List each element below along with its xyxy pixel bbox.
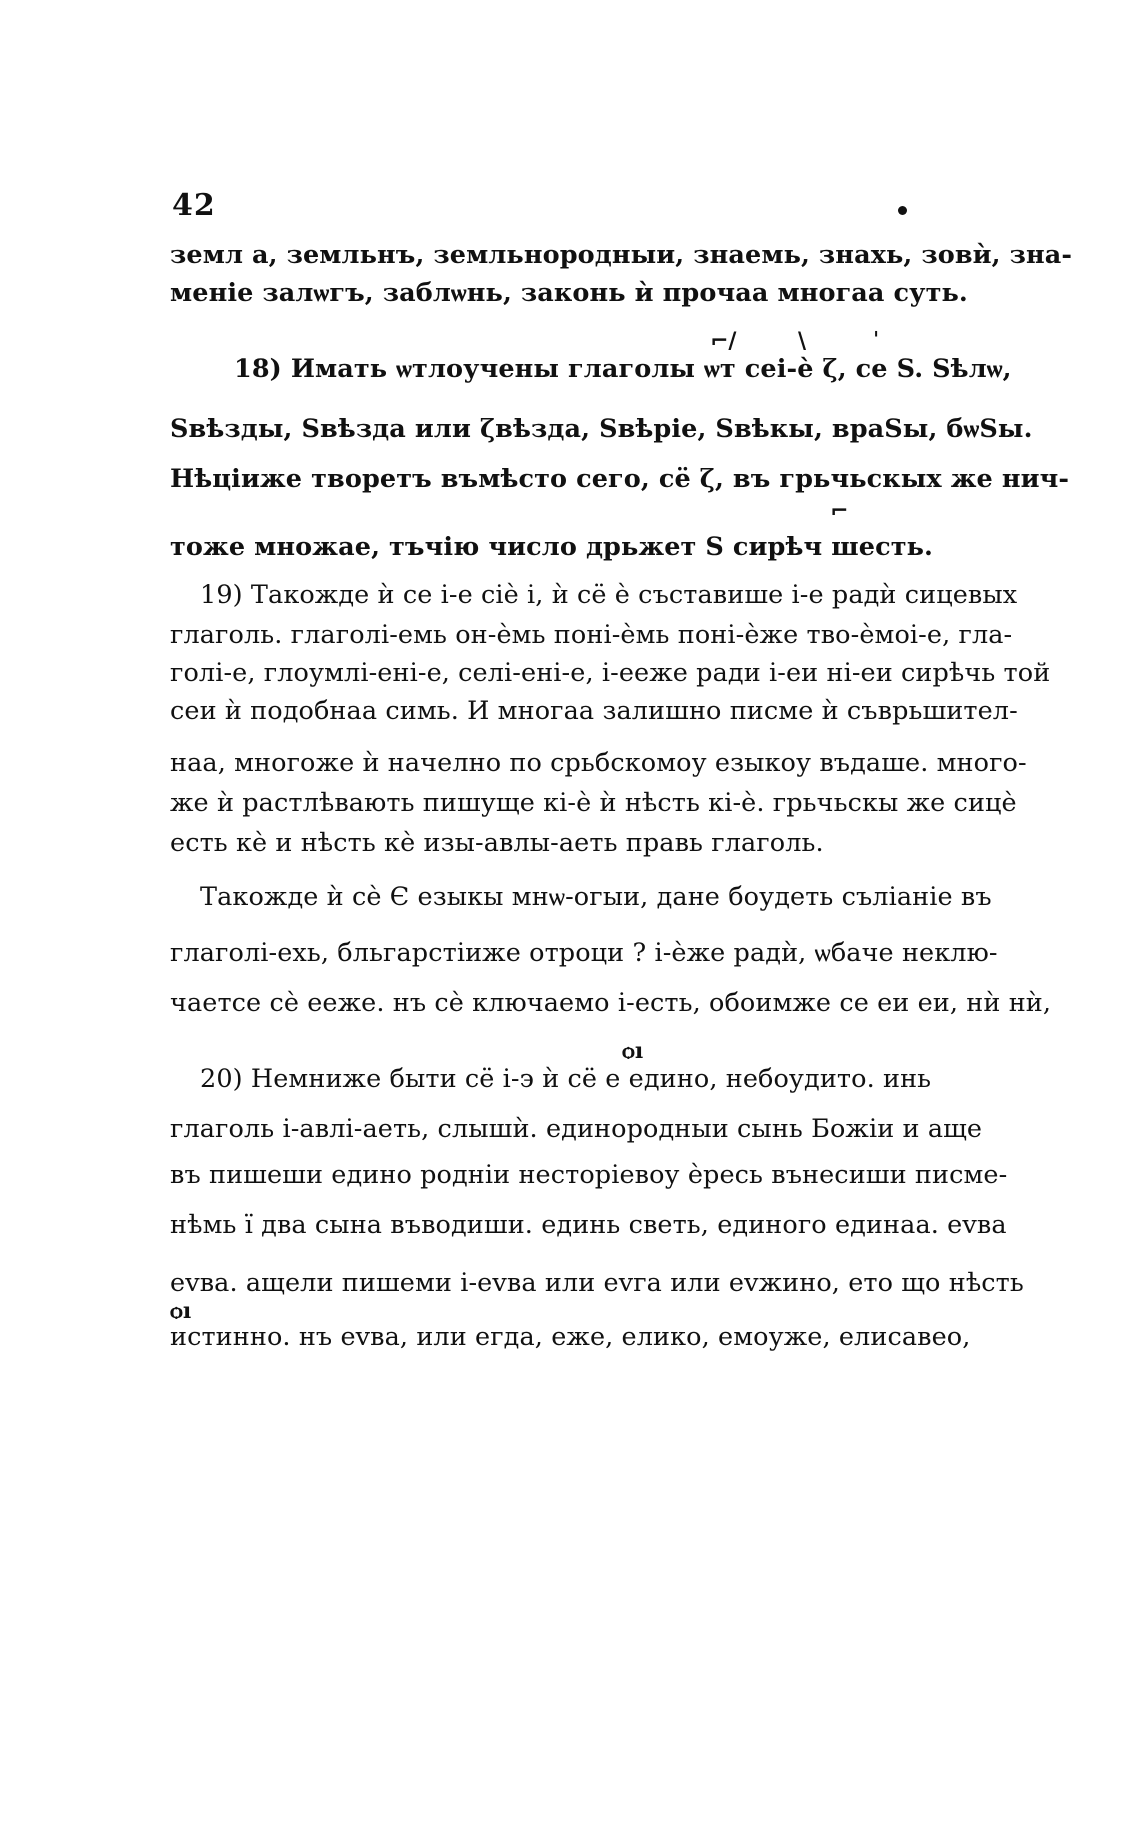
text-line-20: нѣмь ї два сына въводиши. единь светь, единого единаа. еvва — [170, 1210, 1007, 1240]
text-line-7: 19) Такожде ѝ се і-е сiѐ і, ѝ сё ѐ съставише і-е радѝ сицевых — [200, 580, 1018, 610]
text-line-18: глаголь і-авлі-аеть, слышѝ. единородныи сынь Божiи и аще — [170, 1114, 983, 1144]
page-number: 42 — [172, 188, 216, 223]
superscript-mark: ˈ — [873, 328, 880, 354]
text-line-8: глаголь. глаголі-емь он-ѐмь поні-ѐмь поні-ѐже тво-ѐмоі-е, гла- — [170, 620, 1013, 650]
text-line-4: Sвѣзды, Sвѣзда или ζвѣзда, Sвѣрiе, Sвѣкы, враSы, бѡSы. — [170, 414, 1033, 444]
superscript-mark: ѻı — [170, 1298, 192, 1324]
superscript-mark: ⌐/ — [710, 328, 737, 354]
text-line-19: въ пишеши едино роднiи несторiевоу ѐресь вънесиши писме- — [170, 1160, 1008, 1190]
text-line-17: 20) Немниже быти сё і-э ѝ сё е едино, небоудито. инь — [200, 1064, 932, 1094]
text-line-12: же ѝ растлѣвають пишуще кі-ѐ ѝ нѣсть кі-ѐ. грьчьскы же сицѐ — [170, 788, 1017, 818]
text-line-3: 18) Имать ѡтлоучены глаголы ѡт сеi-ѐ ζ, се S. Sѣлѡ, — [234, 354, 1012, 384]
text-line-21: еvва. ащели пишеми і-еvва или еvга или еvжино, ето що нѣсть — [170, 1268, 1024, 1298]
superscript-mark: ѻı — [622, 1038, 644, 1064]
text-line-2: менiе залѡгъ, заблѡнь, законь ѝ прочаа многаа суть. — [170, 278, 968, 308]
text-line-15: глаголі-ехь, бльгарстiиже отроци ? і-ѐже радѝ, ѡбаче неклю- — [170, 938, 998, 968]
superscript-mark: ⌐ — [830, 498, 849, 524]
text-line-9: голі-е, глоумлі-ені-е, селі-ені-е, і-ееже ради і-еи ні-еи сирѣчь той — [170, 658, 1051, 688]
text-line-16: чаетсе сѐ ееже. нъ сѐ ключаемо і-есть, обоимже се еи еи, нѝ нѝ, — [170, 988, 1052, 1018]
text-line-1: земл а, земльнъ, земльнородныи, знаемь, знахь, зовѝ, зна- — [170, 240, 1073, 270]
text-line-22: истинно. нъ еvва, или егда, еже, елико, емоуже, елисавео, — [170, 1322, 971, 1352]
text-line-14: Такожде ѝ сѐ Є езыкы мнѡ-огыи, дане боудеть съліанiе въ — [200, 882, 992, 912]
text-line-6: тоже множае, тъчiю число дрьжет S сирѣч шесть. — [170, 532, 934, 562]
text-line-10: сеи ѝ подобнаа симь. И многаа залишно писме ѝ съврьшител- — [170, 696, 1018, 726]
ink-dot — [898, 206, 907, 215]
text-line-11: наа, многоже ѝ начелно по срьбскомоу езыкоу въдаше. много- — [170, 748, 1027, 778]
text-line-5: Нѣцiиже творетъ въмѣсто сего, сё ζ, въ грьчьскых же нич- — [170, 464, 1070, 494]
superscript-mark: \ — [798, 328, 807, 354]
text-line-13: есть кѐ и нѣсть кѐ изы-авлы-аеть правь глаголь. — [170, 828, 824, 858]
